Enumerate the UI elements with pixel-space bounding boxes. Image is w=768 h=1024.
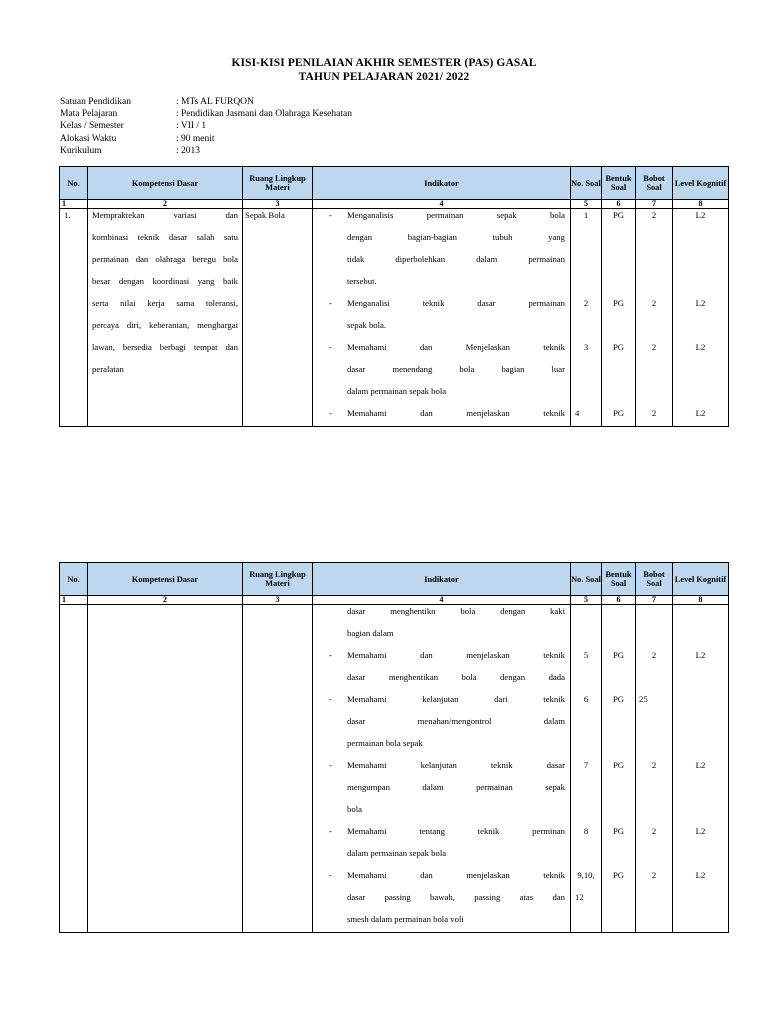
meta-row-alokasi: Alokasi Waktu : 90 menit	[60, 133, 215, 144]
header-bobot-soal: Bobot Soal	[636, 167, 673, 200]
table-row	[60, 605, 729, 933]
level-kognitif-value: L2	[695, 342, 706, 352]
header-indikator: Indikator	[313, 167, 571, 200]
header-no-soal: No. Soal	[571, 563, 602, 596]
indikator-list: dasar menghentikn bola dengan kaki bagian dalam - Memahami dan menjelaskan teknik dasar menghentikan bola dengan dada - Memahami kelanjutan dari teknik dasar menahan/mengontrol dalam permainan bola sepak - Memahami kelanjutan teknik dasar mengumpan dalam permainan sepak bola - Memahami tentang teknik perminan dalam permainan sepak bola - Memahami dan menjelaskan teknik dasar passing bawah, passing atas dan smesh dalam permainan bola voli	[329, 606, 565, 924]
header-bobot-soal: Bobot Soal	[636, 563, 673, 596]
header-kompetensi-dasar: Kompetensi Dasar	[88, 563, 243, 596]
level-kognitif-value: L2	[695, 870, 706, 880]
level-kognitif-value: L2	[695, 826, 706, 836]
header-no-soal: No. Soal	[571, 167, 602, 200]
no-soal-value: 12	[575, 892, 584, 902]
bobot-soal-value: 2	[651, 342, 657, 352]
column-number-row: 1 2 3 4 5 6 7 8	[60, 200, 729, 209]
header-kompetensi-dasar: Kompetensi Dasar	[88, 167, 243, 200]
header-ruang-lingkup: Ruang Lingkup Materi	[243, 167, 313, 200]
bentuk-soal-value: PG	[612, 694, 625, 704]
no-soal-value: 4	[575, 408, 580, 418]
header-ruang-lingkup: Ruang Lingkup Materi	[243, 563, 313, 596]
meta-row-satuan: Satuan Pendidikan : MTs AL FURQON	[60, 97, 254, 107]
bentuk-soal-value: PG	[612, 342, 625, 352]
level-kognitif-value: L2	[695, 210, 706, 220]
bentuk-soal-value: PG	[612, 650, 625, 660]
header-bentuk-soal: Bentuk Soal	[602, 563, 636, 596]
bobot-soal-value: 2	[651, 298, 657, 308]
no-soal-value: 6	[583, 694, 589, 704]
identity-block	[60, 96, 352, 157]
level-kognitif-value: L2	[695, 408, 706, 418]
document-title: KISI-KISI PENILAIAN AKHIR SEMESTER (PAS) GASAL	[231, 57, 537, 69]
bobot-soal-value: 2	[651, 650, 657, 660]
no-soal-value: 8	[583, 826, 589, 836]
no-soal-value: 3	[583, 342, 589, 352]
document-subtitle: TAHUN PELAJARAN 2021/ 2022	[298, 71, 470, 83]
kompetensi-dasar-text: Mempraktekan variasi dan kombinasi teknik dasar salah satu permainan dan olahraga beregu bola besar dengan koordinasi yang baik serta nilai kerja sama toleransi, percaya diri, keberanian, menghargai lawan, bersedia berbagi tempat dan peralatan	[92, 210, 238, 374]
no-soal-value: 1	[583, 210, 589, 220]
header-bentuk-soal: Bentuk Soal	[602, 167, 636, 200]
header-no: No.	[60, 563, 88, 596]
level-kognitif-value: L2	[695, 298, 706, 308]
bentuk-soal-value: PG	[612, 210, 625, 220]
header-level-kognitif: Level Kognitif	[673, 563, 729, 596]
meta-row-mapel: Mata Pelajaran : Pendidikan Jasmani dan Olahraga Kesehatan	[60, 109, 352, 120]
header-indikator: Indikator	[313, 563, 571, 596]
no-soal-value: 5	[583, 650, 589, 660]
header-level-kognitif: Level Kognitif	[673, 167, 729, 200]
bentuk-soal-value: PG	[612, 870, 625, 880]
bentuk-soal-value: PG	[612, 408, 625, 418]
no-soal-value: 9,10,	[577, 870, 595, 880]
bobot-soal-value: 2	[651, 826, 657, 836]
meta-row-kurikulum: Kurikulum : 2013	[60, 145, 201, 156]
kisi-kisi-table-page1	[59, 166, 729, 427]
meta-row-kelas: Kelas / Semester : VII / 1	[60, 121, 207, 132]
level-kognitif-value: L2	[695, 760, 706, 770]
indikator-list: - Menganalisis permainan sepak bola dengan bagian-bagian tubuh yang tidak diperbolehkan dalam permainan tersebut. - Menganalisi teknik dasar permainan sepak bola. - Memahami dan Menjelaskan teknik dasar menendang bola bagian luar dalam permainan sepak bola - Memahami dan menjelaskan teknik	[329, 210, 565, 418]
ruang-lingkup-value: Sepak Bola	[245, 210, 285, 220]
no-soal-value: 2	[583, 298, 589, 308]
bentuk-soal-value: PG	[612, 298, 625, 308]
bentuk-soal-value: PG	[612, 826, 625, 836]
level-kognitif-value: L2	[695, 650, 706, 660]
row-number: 1.	[64, 210, 71, 220]
bobot-soal-value: 2	[651, 408, 657, 418]
bentuk-soal-value: PG	[612, 760, 625, 770]
bobot-soal-value: 2	[651, 760, 657, 770]
header-no: No.	[60, 167, 88, 200]
bobot-soal-value: 25	[639, 694, 648, 704]
table-row	[60, 209, 729, 427]
kisi-kisi-table-page2	[59, 562, 729, 933]
bobot-soal-value: 2	[651, 210, 657, 220]
no-soal-value: 7	[583, 760, 589, 770]
bobot-soal-value: 2	[651, 870, 657, 880]
column-number-row: 1 2 3 4 5 6 7 8	[60, 596, 729, 605]
